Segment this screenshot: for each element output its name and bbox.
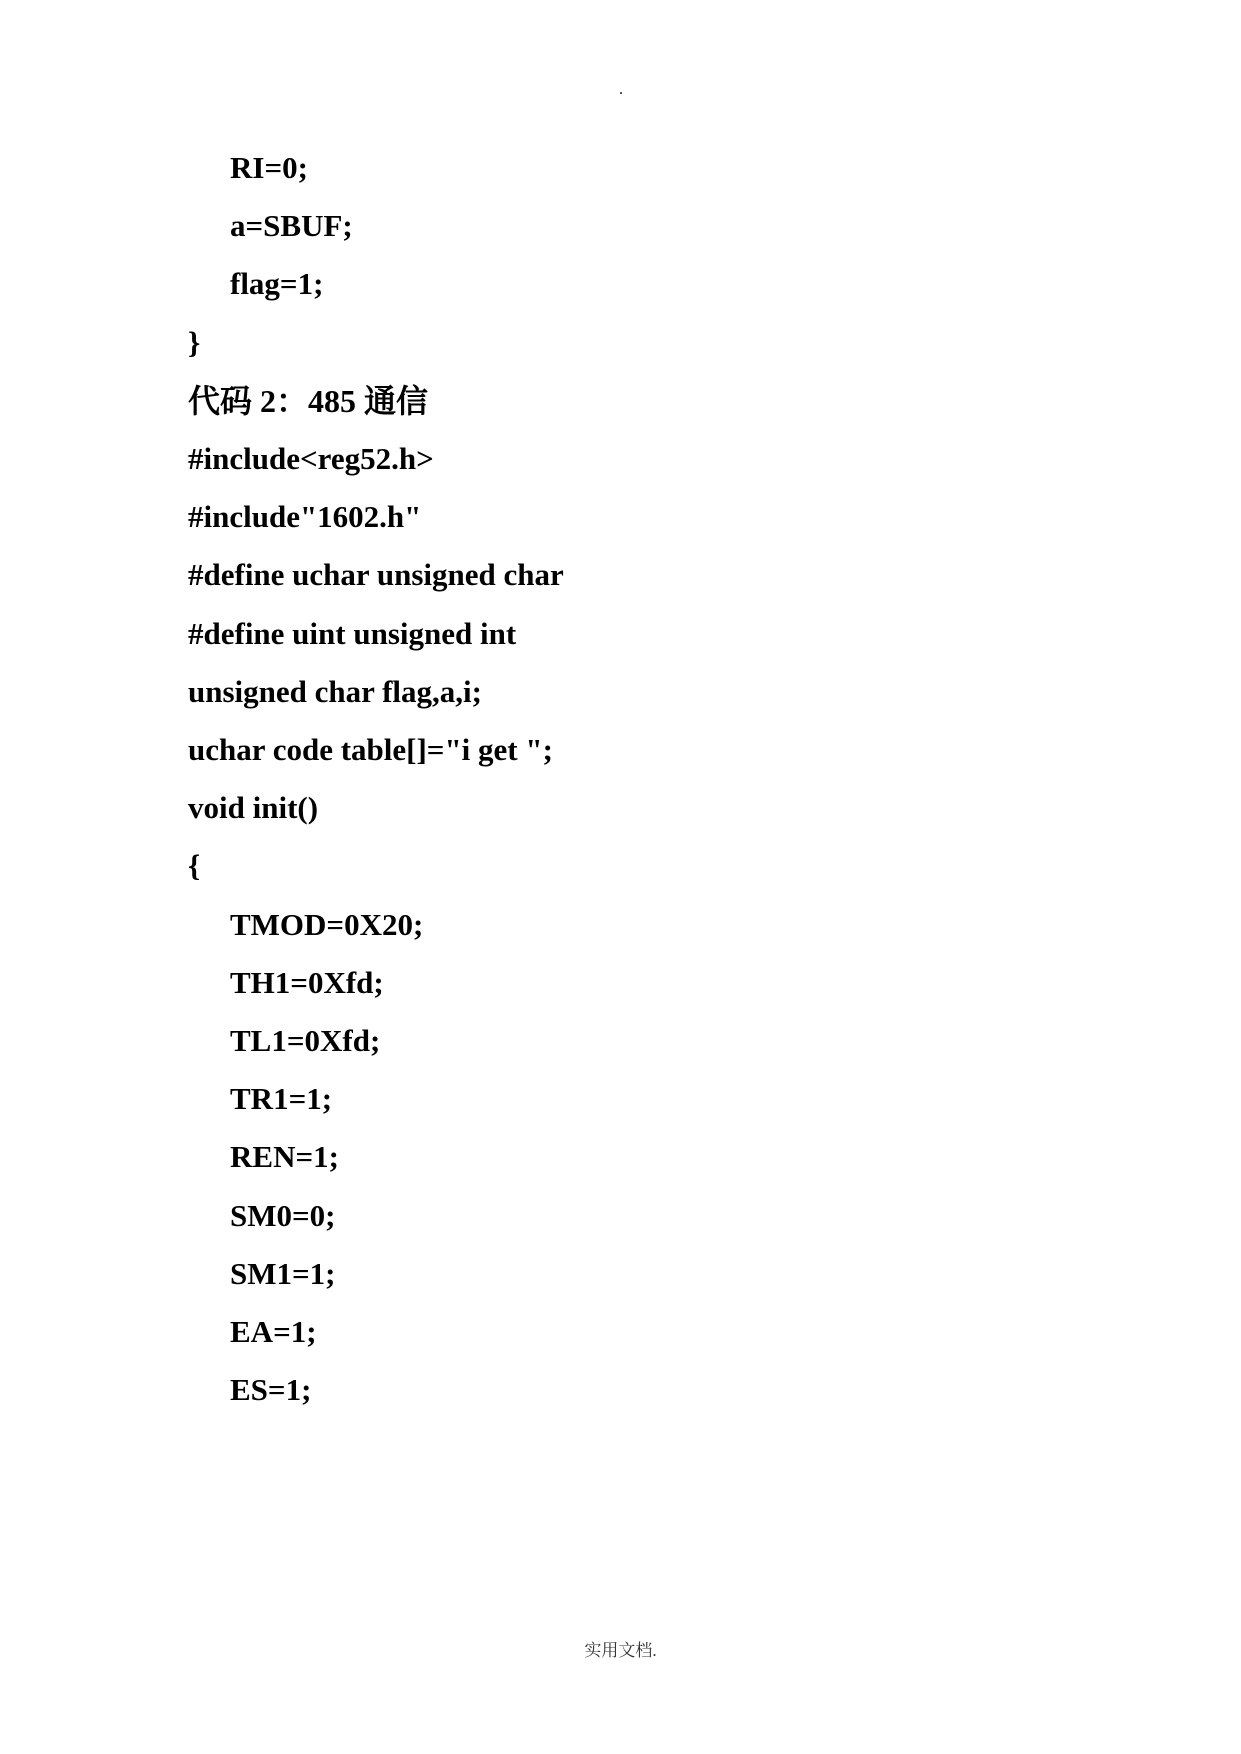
code-line: TH1=0Xfd; <box>230 965 384 1000</box>
page-footer: 实用文档. <box>584 1641 657 1660</box>
code-line: SM0=0; <box>230 1198 336 1233</box>
code-line: TMOD=0X20; <box>230 907 424 942</box>
header-dot <box>620 92 622 94</box>
code-line: REN=1; <box>230 1139 339 1174</box>
code-line: TR1=1; <box>230 1081 333 1116</box>
code-line: a=SBUF; <box>230 208 353 243</box>
code-line: #include"1602.h" <box>188 499 422 534</box>
code-line: flag=1; <box>230 266 324 301</box>
code-line: #include<reg52.h> <box>188 441 434 476</box>
code-line: SM1=1; <box>230 1256 336 1291</box>
code-line: ES=1; <box>230 1372 312 1407</box>
code-line: RI=0; <box>230 150 308 185</box>
code-line: EA=1; <box>230 1314 317 1349</box>
code-line: void init() <box>188 790 319 825</box>
code-line: #define uint unsigned int <box>188 616 517 651</box>
code-line: { <box>188 848 201 883</box>
code-line: #define uchar unsigned char <box>188 557 564 592</box>
code-line: } <box>188 325 201 360</box>
code-line: uchar code table[]="i get "; <box>188 732 553 767</box>
section-heading: 代码 2：485 通信 <box>188 383 429 419</box>
code-line: TL1=0Xfd; <box>230 1023 381 1058</box>
code-line: unsigned char flag,a,i; <box>188 674 482 709</box>
